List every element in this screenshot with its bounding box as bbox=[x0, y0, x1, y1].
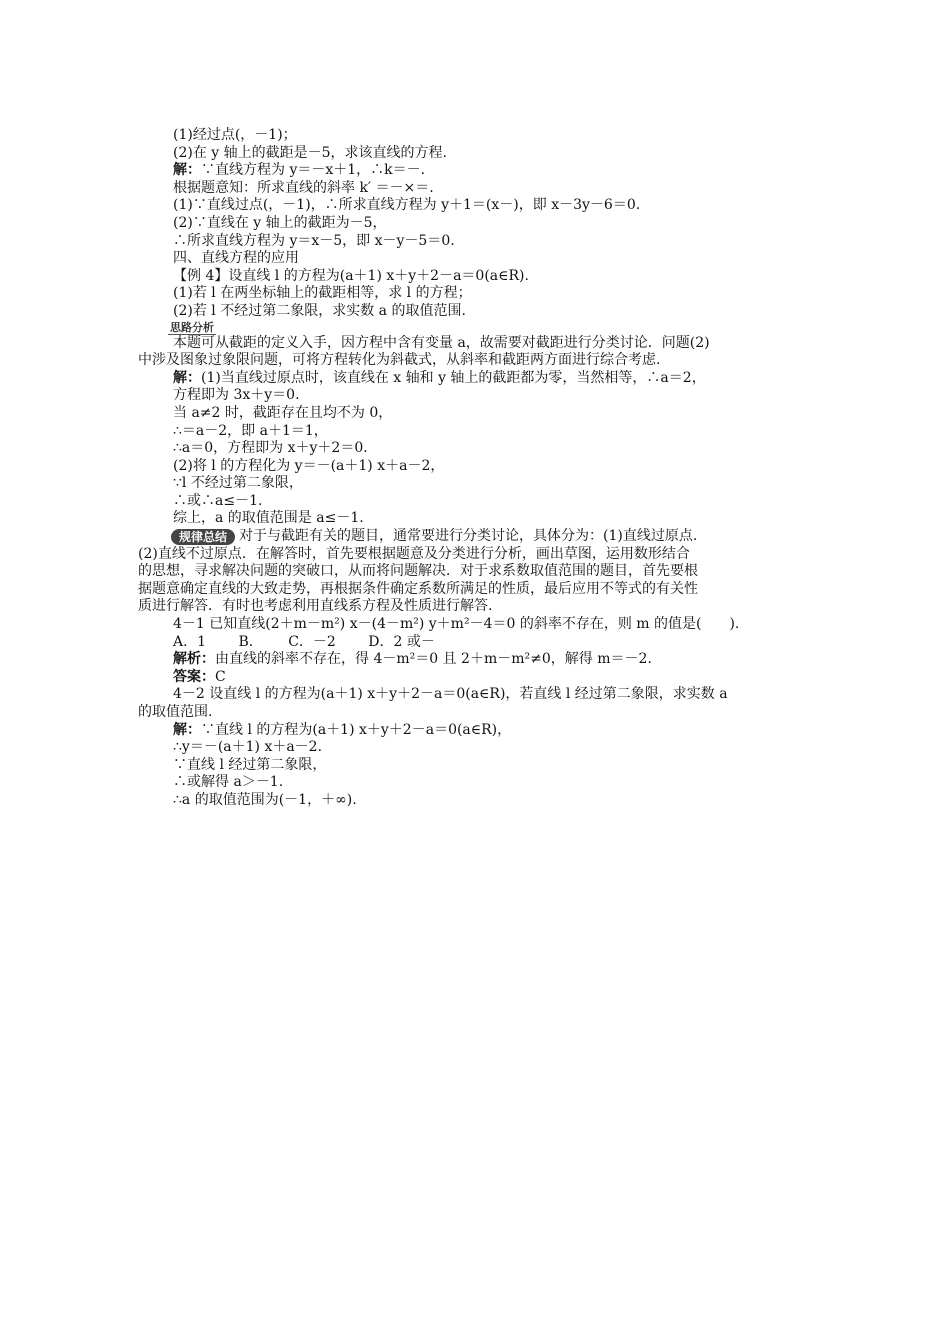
line-text: (1)若 l 在两坐标轴上的截距相等，求 l 的方程； bbox=[173, 285, 472, 302]
line-text: ∴或∴a≤－1. bbox=[173, 492, 263, 509]
example-solution-block bbox=[138, 127, 820, 321]
line-text: ∴＝a－2，即 a＋1＝1， bbox=[173, 422, 328, 439]
text-line bbox=[138, 563, 820, 581]
summary-text: 对于与截距有关的题目，通常要进行分类讨论，具体分为：(1)直线过原点. bbox=[239, 528, 698, 545]
line-text: 据题意确定直线的大致走势，再根据条件确定系数所满足的性质，最后应用不等式的有关性 bbox=[138, 580, 698, 597]
line-text: (1)经过点(，－1)； bbox=[173, 127, 297, 143]
line-text: 【例 4】设直线 l 的方程为(a＋1) x＋y＋2－a＝0(a∈R). bbox=[173, 267, 529, 284]
summary-badge: 规律总结 bbox=[171, 529, 235, 545]
line-text: ∴y＝－(a＋1) x＋a－2. bbox=[173, 739, 323, 756]
bold-label: 解： bbox=[173, 721, 201, 738]
text-line bbox=[138, 774, 820, 792]
text-line bbox=[138, 197, 820, 215]
line-text: ∵直线 l 经过第二象限， bbox=[173, 756, 327, 773]
line-text: 4－2 设直线 l 的方程为(a＋1) x＋y＋2－a＝0(a∈R)，若直线 l 经过第二象限，求实数 a bbox=[173, 686, 728, 703]
line-text: (2)直线不过原点．在解答时，首先要根据题意及分类进行分析，画出草图，运用数形结合 bbox=[138, 545, 690, 562]
line-text: 根据题意知：所求直线的斜率 k′ ＝－×＝. bbox=[173, 179, 434, 196]
bold-label: 解： bbox=[173, 369, 201, 386]
text-line bbox=[138, 303, 820, 321]
line-text: 由直线的斜率不存在，得 4－m²＝0 且 2＋m－m²≠0，解得 m＝－2. bbox=[215, 651, 652, 668]
text-line bbox=[138, 458, 820, 476]
text-line bbox=[138, 145, 820, 163]
line-text: C bbox=[215, 668, 226, 685]
text-line bbox=[138, 686, 820, 704]
bold-label: 答案： bbox=[173, 668, 215, 685]
analysis-solution-block bbox=[138, 335, 820, 529]
line-text: 质进行解答．有时也考虑利用直线系方程及性质进行解答. bbox=[138, 598, 493, 615]
line-text: ∴a 的取值范围为(－1，＋∞). bbox=[173, 791, 357, 808]
text-line bbox=[138, 546, 820, 564]
line-text: (2)将 l 的方程化为 y＝－(a＋1) x＋a－2， bbox=[173, 457, 445, 474]
text-line bbox=[138, 616, 820, 634]
line-text: ∵l 不经过第二象限， bbox=[173, 475, 303, 492]
text-line bbox=[138, 493, 820, 511]
text-line bbox=[138, 423, 820, 441]
text-line bbox=[138, 475, 820, 493]
summary-row bbox=[138, 528, 820, 546]
line-text: ∴或解得 a＞－1. bbox=[173, 774, 284, 791]
text-line bbox=[138, 285, 820, 303]
bold-label: 解析： bbox=[173, 651, 215, 668]
text-line bbox=[138, 250, 820, 268]
line-text: (2)∵直线在 y 轴上的截距为－5， bbox=[173, 214, 387, 231]
text-line bbox=[138, 581, 820, 599]
line-text: A．1 B． C．－2 D．2 或－ bbox=[173, 633, 435, 650]
text-line bbox=[138, 352, 820, 370]
text-line bbox=[138, 651, 820, 669]
line-text: ∵直线方程为 y＝－x＋1，∴k＝－. bbox=[201, 162, 426, 179]
text-line bbox=[138, 268, 820, 286]
text-line bbox=[138, 387, 820, 405]
line-text: 本题可从截距的定义入手，因方程中含有变量 a，故需要对截距进行分类讨论．问题(2) bbox=[173, 334, 710, 351]
line-text: 四、直线方程的应用 bbox=[173, 250, 299, 267]
text-line bbox=[138, 180, 820, 198]
line-text: 4－1 已知直线(2＋m－m²) x－(4－m²) y＋m²－4＝0 的斜率不存在，则 m 的值是( ). bbox=[173, 616, 740, 633]
line-text: 的思想，寻求解决问题的突破口，从而将问题解决．对于求系数取值范围的题目，首先要根 bbox=[138, 563, 698, 580]
text-line bbox=[138, 757, 820, 775]
line-text: 中涉及图象过象限问题，可将方程转化为斜截式，从斜率和截距两方面进行综合考虑. bbox=[138, 352, 661, 369]
text-line bbox=[138, 440, 820, 458]
line-text: ∴所求直线方程为 y＝x－5，即 x－y－5＝0. bbox=[173, 232, 455, 249]
text-line bbox=[138, 335, 820, 353]
line-text: 的取值范围. bbox=[138, 704, 213, 720]
text-line bbox=[138, 405, 820, 423]
line-text: (2)若 l 不经过第二象限，求实数 a 的取值范围. bbox=[173, 302, 466, 319]
summary-exercise-block bbox=[138, 546, 820, 810]
line-text: (1)当直线过原点时，该直线在 x 轴和 y 轴上的截距都为零，当然相等，∴a＝2， bbox=[201, 369, 706, 386]
line-text: 方程即为 3x＋y＝0. bbox=[173, 387, 300, 404]
text-line bbox=[138, 162, 820, 180]
line-text: 综上，a 的取值范围是 a≤－1. bbox=[173, 510, 364, 527]
text-line bbox=[138, 510, 820, 528]
text-line bbox=[138, 598, 820, 616]
line-text: ∴a＝0，方程即为 x＋y＋2＝0. bbox=[173, 440, 368, 457]
document-body bbox=[138, 127, 820, 810]
text-line bbox=[138, 127, 820, 145]
line-text: 当 a≠2 时，截距存在且均不为 0， bbox=[173, 404, 393, 421]
analysis-badge: 思路分析 bbox=[170, 320, 214, 334]
text-line bbox=[138, 792, 820, 810]
bold-label: 解： bbox=[173, 162, 201, 179]
analysis-badge-row bbox=[138, 321, 820, 335]
text-line bbox=[138, 370, 820, 388]
text-line bbox=[138, 233, 820, 251]
line-text: ∵直线 l 的方程为(a＋1) x＋y＋2－a＝0(a∈R)， bbox=[201, 721, 512, 738]
line-text: (2)在 y 轴上的截距是－5，求该直线的方程. bbox=[173, 144, 447, 161]
text-line bbox=[138, 739, 820, 757]
text-line bbox=[138, 722, 820, 740]
text-line bbox=[138, 669, 820, 687]
text-line bbox=[138, 704, 820, 722]
line-text: (1)∵直线过点(，－1)，∴所求直线方程为 y＋1＝(x－)，即 x－3y－6＝0. bbox=[173, 197, 641, 214]
text-line bbox=[138, 634, 820, 652]
text-line bbox=[138, 215, 820, 233]
